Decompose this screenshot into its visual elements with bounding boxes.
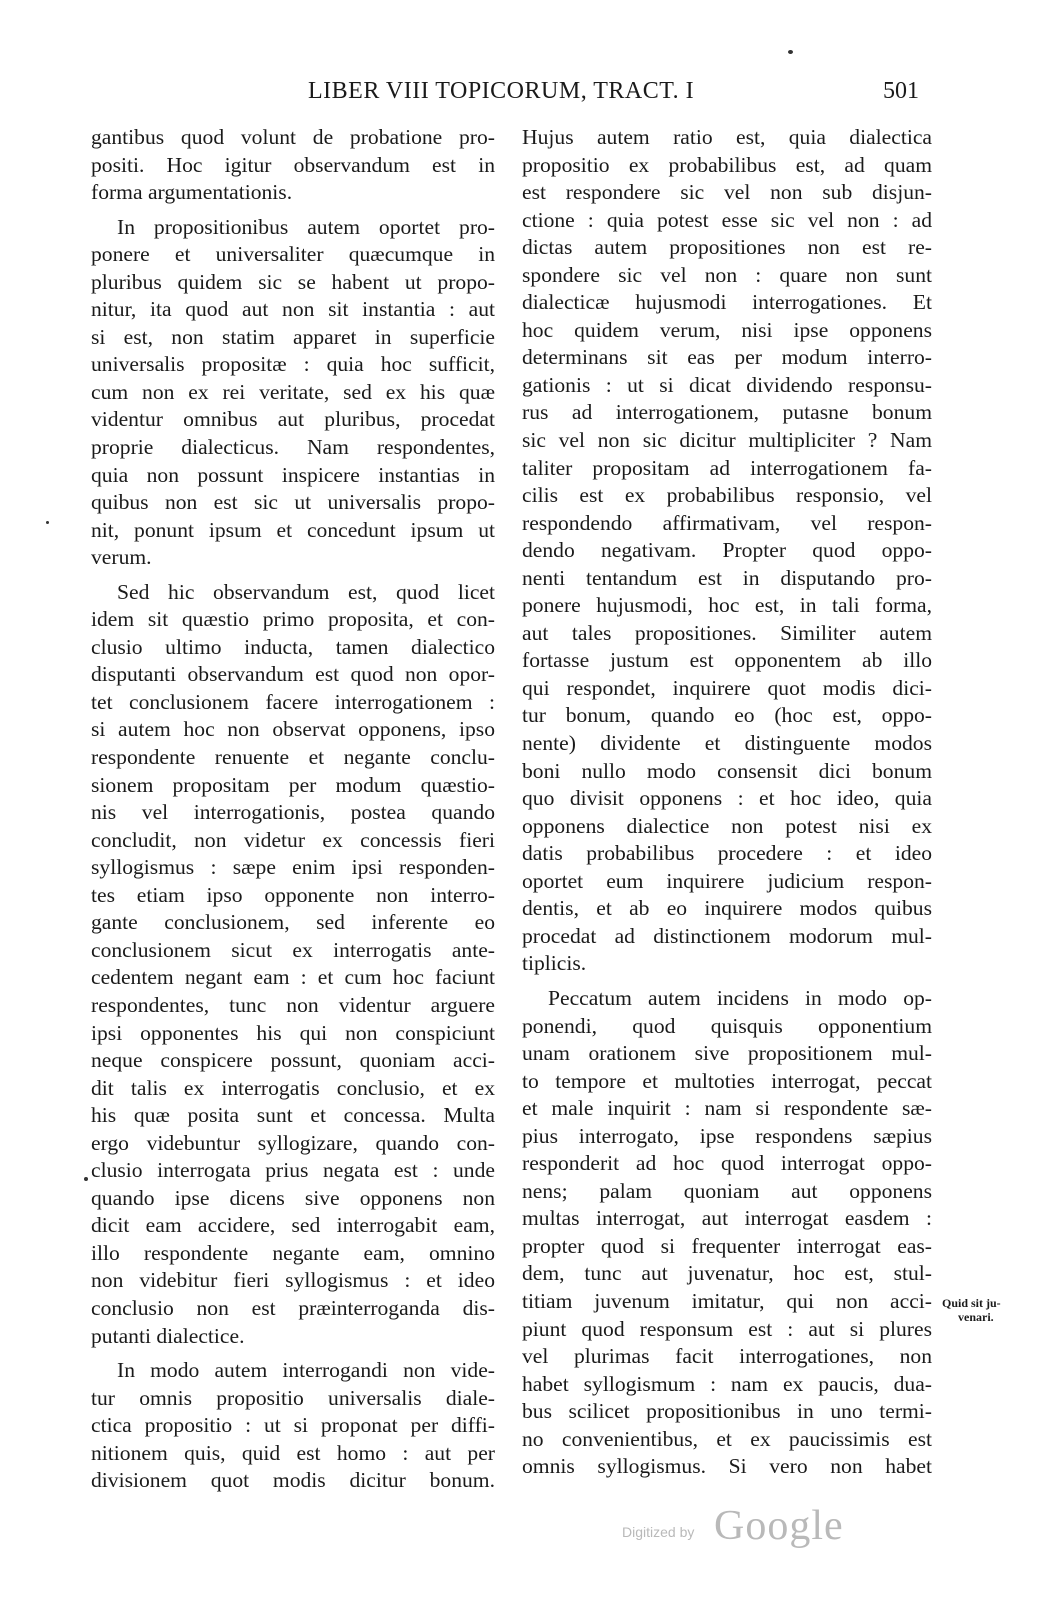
text-line: quando ipse dicens sive opponens non [91,1185,495,1210]
text-line: nis vel interrogationis, postea quando [91,800,495,825]
text-line: dit talis ex interrogatis conclusio, et ex [91,1075,495,1100]
text-line: respondente renuente et negante conclu- [91,745,495,770]
text-line: Hujus autem ratio est, quia dialectica [522,125,932,149]
text-line: procedat ad distinctionem modorum mul- [522,923,932,948]
text-line: ctica propositio : ut si proponat per diffi- [91,1413,495,1438]
text-line: dictas autem propositiones non est re- [522,235,932,260]
text-line: ponendi, quod quisquis opponentium [522,1013,932,1038]
text-line: spondere sic vel non : quare non sunt [522,262,932,287]
text-line: dendo negativam. Propter quod oppo- [522,538,932,563]
text-line: qui respondet, inquirere quot modis dici- [522,675,932,700]
text-line: sionem propositam per modum quæstio- [91,772,495,797]
paragraph-gap [91,1350,495,1357]
text-line: illo respondente negante eam, omnino [91,1240,495,1265]
text-line: clusio ultimo inducta, tamen dialectico [91,634,495,659]
text-line: Sed hic observandum est, quod licet [117,579,495,604]
text-line: piunt quod responsum est : aut si plures [522,1316,932,1341]
text-line: tes etiam ipso opponente non interro- [91,882,495,907]
text-line: cilis est ex probabilibus responsio, vel [522,483,932,508]
text-line: clusio interrogata prius negata est : unde [91,1158,495,1183]
margin-note [942,1296,1050,1324]
text-line: fortasse justum est opponentem ab illo [522,648,932,673]
text-line: vel plurimas facit interrogationes, non [522,1344,932,1369]
text-line: aut tales propositiones. Similiter autem [522,620,932,645]
text-line: pluribus quidem sic se habent ut propo- [91,269,495,294]
text-line: unam orationem sive propositionem mul- [522,1041,932,1066]
text-line: ergo videbuntur syllogizare, quando con- [91,1130,495,1155]
text-line: est respondere sic vel non sub disjun- [522,180,932,205]
right-text-column [522,124,932,1481]
text-line: nitionem quis, quid est homo : aut per [91,1440,495,1465]
text-line: datis probabilibus procedere : et ideo [522,841,932,866]
text-line: his quæ posita sunt et concessa. Multa [91,1103,495,1128]
text-line: cum non ex rei veritate, sed ex his quæ [91,379,495,404]
text-line: et male inquirit : nam si respondente sæ- [522,1096,932,1121]
text-line: non videbitur fieri syllogismus : et ideo [91,1268,495,1293]
watermark-prefix: Digitized by [622,1524,695,1540]
text-line: dicit eam accidere, sed interrogabit eam, [91,1213,495,1238]
text-line: quo divisit opponens : et hoc ideo, quia [522,786,932,811]
text-line: syllogismus : sæpe enim ipsi responden- [91,855,495,880]
margin-note-line: Quid sit ju- [942,1296,1001,1310]
text-line: tiplicis. [522,951,587,976]
paragraph-gap [522,978,932,985]
text-line: In propositionibus autem oportet pro- [117,214,495,239]
text-line: conclusio non est præinterroganda dis- [91,1295,495,1320]
page-header [0,78,1051,118]
text-line: In modo autem interrogandi non vide- [117,1358,495,1383]
text-line: si est, non statim apparet in superficie [91,324,495,349]
text-line: hoc quidem verum, nisi ipse opponens [522,317,932,342]
text-line: determinans sit eas per modum interro- [522,345,932,370]
text-line: dem, tunc aut juvenatur, hoc est, stul- [522,1261,932,1286]
text-line: tur bonum, quando eo (hoc est, oppo- [522,703,932,728]
text-line: habet syllogismum : nam ex paucis, dua- [522,1371,932,1396]
text-line: gante conclusionem, sed inferente eo [91,910,495,935]
text-line: responderit ad hoc quod interrogat oppo- [522,1151,932,1176]
running-title: LIBER VIII TOPICORUM, TRACT. I [308,78,695,104]
text-line: quia non possunt inspicere instantias in [91,462,495,487]
text-line: universalis propositæ : quia hoc sufficit, [91,352,495,377]
text-line: putanti dialectice. [91,1323,245,1348]
text-line: titiam juvenum imitatur, qui non acci- [522,1288,932,1313]
text-line: rus ad interrogationem, putasne bonum [522,400,932,425]
text-line: bus scilicet propositionibus in uno termi- [522,1399,932,1424]
text-line: opponens dialectice non potest nisi ex [522,813,932,838]
text-line: sic vel non sic dicitur multipliciter ? Nam [522,428,932,453]
text-line: ctione : quia potest esse sic vel non : ad [522,207,932,232]
text-line: nens; palam quoniam aut opponens [522,1178,932,1203]
text-line: tur omnis propositio universalis diale- [91,1385,495,1410]
text-line: respondendo affirmativam, vel respon- [522,510,932,535]
text-line: conclusionem sicut ex interrogatis ante- [91,937,495,962]
text-line: multas interrogat, aut interrogat easdem : [522,1206,932,1231]
text-line: proprie dialecticus. Nam respondentes, [91,435,495,460]
text-line: oportet eum inquirere judicium respon- [522,868,932,893]
text-line: nenti tentandum est in disputando pro- [522,565,932,590]
text-line: idem sit quæstio primo proposita, et con- [91,607,495,632]
text-line: to tempore et multoties interrogat, peccat [522,1068,932,1093]
text-line: ipsi opponentes his qui non conspiciunt [91,1020,495,1045]
page-number: 501 [883,78,919,104]
text-line: propositio ex probabilibus est, ad quam [522,152,932,177]
text-line: videntur omnibus aut pluribus, procedat [91,407,495,432]
text-line: Peccatum autem incidens in modo op- [548,985,932,1010]
text-line: nitur, ita quod aut non sit instantia : aut [91,297,495,322]
text-line: nente) dividente et distinguente modos [522,731,932,756]
text-line: no convenientibus, et ex paucissimis est [522,1426,932,1451]
digitization-watermark [622,1502,852,1552]
text-line: quibus non est sic ut universalis propo- [91,490,495,515]
left-text-column [91,124,495,1495]
text-line: ponere et universaliter quæcumque in [91,242,495,267]
text-line: concludit, non videtur ex concessis fieri [91,827,495,852]
text-line: dialecticæ hujusmodi interrogationes. Et [522,290,932,315]
text-line: omnis syllogismus. Si vero non habet [522,1454,932,1479]
text-line: boni nullo modo consensit dici bonum [522,758,932,783]
text-line: cedentem negant eam : et cum hoc faciunt [91,965,495,990]
text-line: si autem hoc non observat opponens, ipso [91,717,495,742]
text-line: nit, ponunt ipsum et concedunt ipsum ut [91,517,495,542]
text-line: pius interrogato, ipse respondens sæpius [522,1123,932,1148]
text-line: disputanti observandum est quod non opor- [91,662,495,687]
text-line: propter quod si frequenter interrogat eas- [522,1233,932,1258]
print-speck [788,50,793,54]
margin-note-line: venari. [958,1310,994,1324]
text-line: gationis : ut si dicat dividendo responsu- [522,372,932,397]
paragraph-gap [91,207,495,214]
text-line: dentis, et ab eo inquirere modos quibus [522,896,932,921]
text-line: ponere hujusmodi, hoc est, in tali forma, [522,593,932,618]
google-logo: Google [714,1503,844,1549]
text-line: forma argumentationis. [91,180,293,205]
text-line: divisionem quot modis dicitur bonum. [91,1468,495,1493]
text-line: gantibus quod volunt de probatione pro- [91,125,495,149]
print-speck [84,1177,88,1181]
text-line: tet conclusionem facere interrogationem : [91,689,495,714]
text-line: respondentes, tunc non videntur arguere [91,992,495,1017]
text-line: verum. [91,545,152,570]
print-speck [46,521,49,524]
text-line: positi. Hoc igitur observandum est in [91,152,495,177]
text-line: neque conspicere possunt, quoniam acci- [91,1048,495,1073]
paragraph-gap [91,572,495,579]
text-line: taliter propositam ad interrogationem fa- [522,455,932,480]
